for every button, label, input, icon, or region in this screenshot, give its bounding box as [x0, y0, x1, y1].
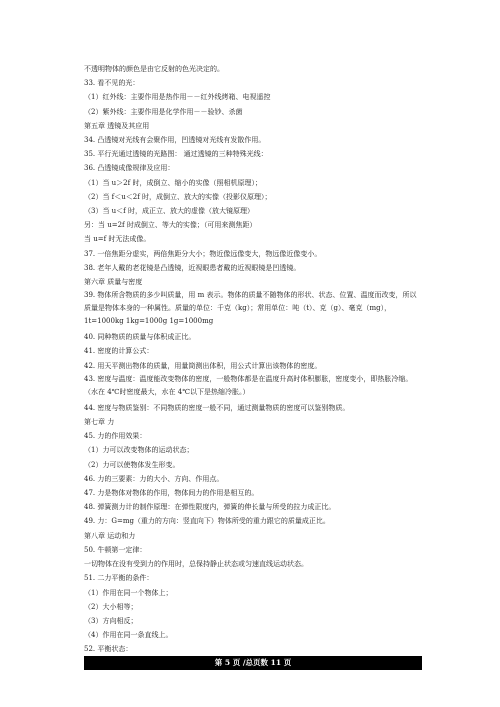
section-item-34: 34. 凸透镜对光线有会聚作用，凹透镜对光线有发散作用。 [84, 136, 266, 145]
chapter-heading: 第六章 质量与密度 [84, 278, 143, 287]
page-footer: 第 5 页 /总页数 11 页 [84, 656, 422, 670]
text-line: 不透明物体的颜色是由它反射的色光决定的。 [84, 65, 224, 73]
chapter-heading: 第七章 力 [84, 418, 115, 427]
text-line: （2）大小相等； [84, 602, 138, 611]
section-item-47: 47. 力是物体对物体的作用，物体间力的作用是相互的。 [84, 489, 259, 498]
section-item-48: 48. 弹簧测力计的制作原理：在弹性限度内，弹簧的伸长量与所受的拉力成正比。 [84, 503, 336, 512]
section-item-50: 50. 牛顿第一定律： [84, 545, 147, 554]
text-line: （2）紫外线：主要作用是化学作用－－验钞、杀菌 [84, 107, 243, 116]
text-line: （1）当 u＞2f 时，成倒立、缩小的实像（照相机原理）； [84, 178, 262, 187]
chapter-heading: 第五章 透镜及其应用 [84, 121, 150, 130]
page-body [84, 62, 422, 671]
text-line: （4）作用在同一条直线上。 [84, 631, 173, 640]
section-item-45: 45. 力的作用效果： [84, 432, 147, 441]
text-line: （2）力可以使物体发生形变。 [84, 460, 180, 469]
section-item-37: 37. 一倍焦距分虚实，两倍焦距分大小；物近像远像变大，物远像近像变小。 [84, 249, 322, 258]
section-item-51: 51. 二力平衡的条件： [84, 574, 154, 583]
text-line: （3）当 u＜f 时，成正立、放大的虚像（放大镜原理） [84, 207, 255, 216]
text-line: （1）力可以改变物体的运动状态； [84, 446, 194, 455]
text-line: 另：当 u=2f 时成倒立、等大的实像；（可用来测焦距） [84, 221, 257, 230]
section-item-52: 52. 平衡状态： [84, 645, 133, 654]
section-item-43: 43. 密度与温度：温度能改变物体的密度，一般物体都是在温度升高时体积膨胀，密度变小，即热胀冷缩。（水在 4℃时密度最大，水在 4℃以下是热缩冷胀。） [84, 374, 413, 396]
section-item-36: 36. 凸透镜成像规律及应用： [84, 164, 175, 173]
text-line: （3）方向相反； [84, 616, 138, 625]
section-item-41: 41. 密度的计算公式： [84, 347, 154, 356]
section-item-40: 40. 同种物质的质量与体积成正比。 [84, 333, 196, 342]
section-item-33: 33. 看不见的光： [84, 79, 140, 88]
section-item-39: 39. 物体所含物质的多少叫质量，用 m 表示。物体的质量不随物体的形状、状态、位置、温度而改变，所以质量是物体本身的一种属性。质量的单位：千克（kg）；常用单位：吨（t）、克（g）、毫克（mg），1t=1000kg 1kg=1000g 1g=1000mg [84, 291, 417, 326]
section-item-38: 38. 老年人戴的老花镜是凸透镜，近视眼患者戴的近视眼镜是凹透镜。 [84, 263, 301, 272]
text-line: （1）作用在同一个物体上； [84, 588, 173, 597]
section-item-42: 42. 用天平测出物体的质量，用量筒测出体积，用公式计算出该物体的密度。 [84, 361, 322, 370]
section-item-49: 49. 力：G=mg（重力的方向：竖直向下）物体所受的重力跟它的质量成正比。 [84, 517, 330, 526]
text-line: 当 u=f 时无法成像。 [84, 235, 151, 244]
section-item-35: 35. 平行光通过透镜的光路图： 通过透镜的三种特殊光线： [84, 150, 268, 159]
text-line: 一切物体在没有受到力的作用时，总保持静止状态或匀速直线运动状态。 [84, 560, 308, 569]
text-line: （2）当 f＜u＜2f 时，成倒立、放大的实像（投影仪原理）； [84, 192, 272, 201]
section-item-46: 46. 力的三要素：力的大小、方向、作用点。 [84, 474, 224, 483]
chapter-heading: 第八章 运动和力 [84, 531, 136, 540]
section-item-44: 44. 密度与物质鉴别：不同物质的密度一般不同，通过测量物质的密度可以鉴别物质。 [84, 403, 350, 412]
text-line: （1）红外线：主要作用是热作用－－红外线烤箱、电视遥控 [84, 93, 271, 102]
